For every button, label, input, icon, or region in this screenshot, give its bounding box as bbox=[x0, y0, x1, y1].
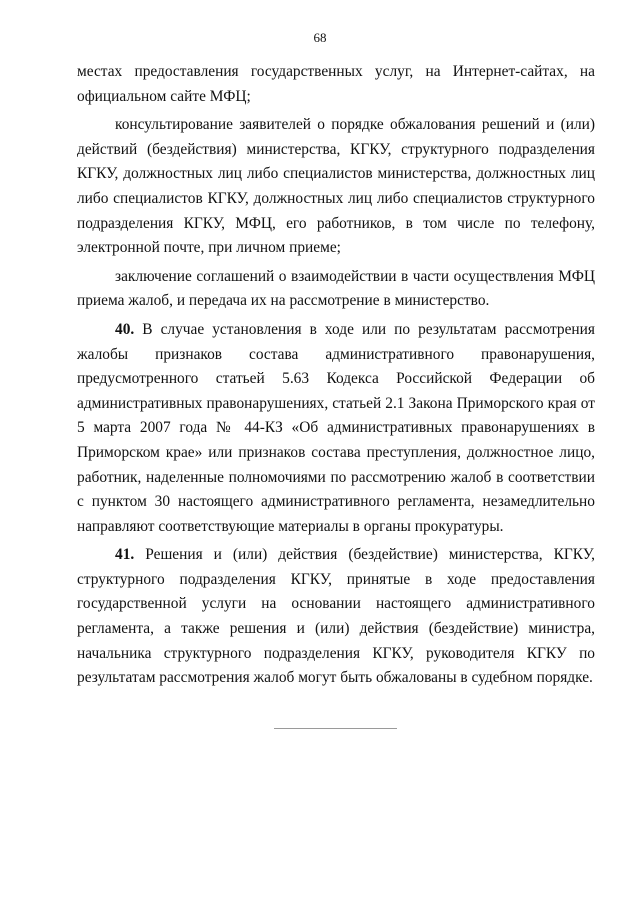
clause-40-text: В случае установления в ходе или по результатам рассмотрения жалобы признаков состава административного правонарушения, предусмотренного статьей 5.63 Кодекса Российской Федерации об административных правонарушениях, статьей 2.1 Закона Приморского края от 5 марта 2007 года № 44-КЗ «Об административных правонарушениях в Приморском крае» или признаков состава преступления, должностное лицо, работник, наделенные полномочиями по рассмотрению жалоб в соответствии с пунктом 30 настоящего административного регламента, незамедлительно направляют соответствующие материалы в органы прокуратуры. bbox=[77, 320, 595, 535]
paragraph-consulting: консультирование заявителей о порядке обжалования решений и (или) действий (бездействия) министерства, КГКУ, структурного подразделения КГКУ, должностных лиц либо специалистов министерства, должностных лиц либо специалистов КГКУ, должностных лиц либо специалистов структурного подразделения КГКУ, МФЦ, его работников, в том числе по телефону, электронной почте, при личном приеме; bbox=[77, 116, 595, 257]
clause-40 bbox=[77, 314, 595, 539]
page-number: 68 bbox=[313, 30, 327, 45]
document-body bbox=[77, 60, 595, 691]
paragraph-continued: местах предоставления государственных услуг, на Интернет-сайтах, на официальном сайте МФЦ; bbox=[77, 63, 595, 105]
end-divider bbox=[274, 728, 397, 729]
paragraph-agreements: заключение соглашений о взаимодействии в части осуществления МФЦ приема жалоб, и передача их на рассмотрение в министерство. bbox=[77, 267, 595, 310]
clause-41-text: Решения и (или) действия (бездействие) министерства, КГКУ, структурного подразделения КГКУ, принятые в ходе предоставления государственной услуги на основании настоящего административного регламента, а также решения и (или) действия (бездействие) министра, начальника структурного подразделения КГКУ, руководителя КГКУ по результатам рассмотрения жалоб могут быть обжалованы в судебном порядке. bbox=[77, 546, 595, 687]
clause-41 bbox=[77, 539, 595, 691]
clause-41-number: 41. bbox=[115, 546, 135, 564]
clause-40-number: 40. bbox=[115, 320, 135, 338]
